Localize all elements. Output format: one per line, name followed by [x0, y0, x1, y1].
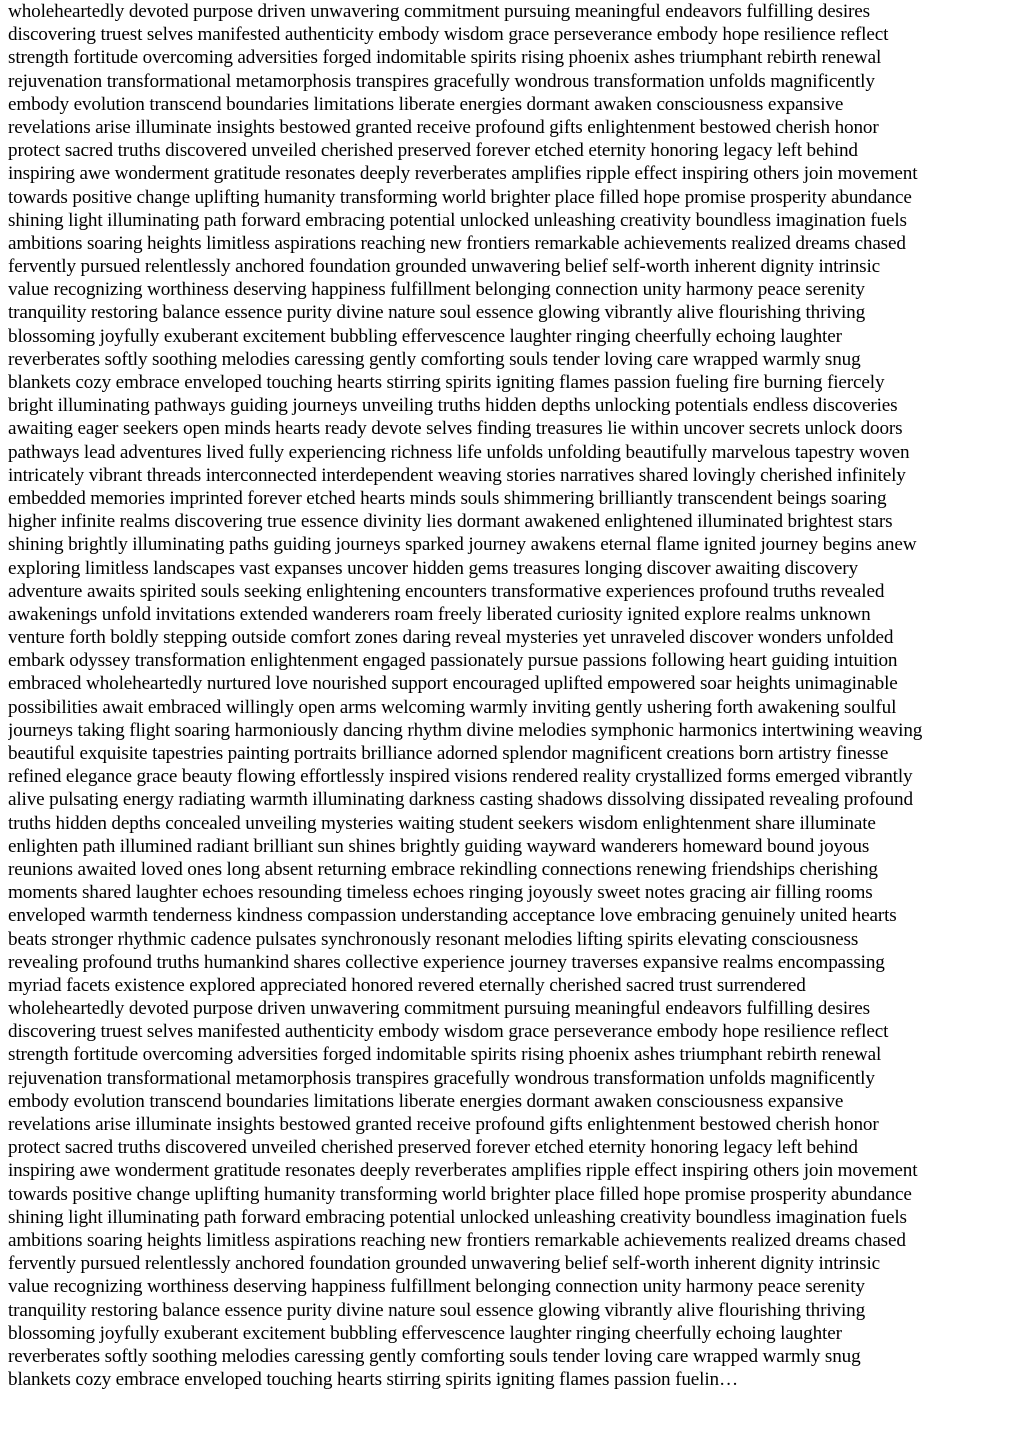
text-line: inspiring awe wonderment gratitude resonates deeply reverberates amplifies ripple effect inspiring others join movement: [8, 163, 918, 185]
text-line: reunions awaited loved ones long absent returning embrace rekindling connections renewing friendships cherishing: [8, 858, 878, 880]
text-line: beautiful exquisite tapestries painting portraits brilliance adorned splendor magnificent creations born artistry finesse: [8, 743, 889, 764]
text-line: possibilities await embraced willingly open arms welcoming warmly inviting gently ushering forth awakening soulful: [8, 696, 897, 718]
text-line: blossoming joyfully exuberant excitement bubbling effervescence laughter ringing cheerfully echoing laughter: [8, 325, 842, 347]
text-line: adventure awaits spirited souls seeking enlightening encounters transformative experiences profound truths revealed: [8, 580, 885, 602]
text-line: discovering truest selves manifested authenticity embody wisdom grace perseverance embody hope resilience reflect: [8, 24, 889, 46]
text-line: revelations arise illuminate insights bestowed granted receive profound gifts enlightenment bestowed cherish honor: [8, 116, 879, 138]
text-line: ambitions soaring heights limitless aspirations reaching new frontiers remarkable achievements realized dreams chased: [8, 232, 906, 254]
text-line: inspiring awe wonderment gratitude resonates deeply reverberates amplifies ripple effect inspiring others join movement: [8, 1160, 918, 1182]
text-line: enveloped warmth tenderness kindness compassion understanding acceptance love embracing genuinely united hearts: [8, 905, 897, 927]
text-line: higher infinite realms discovering true essence divinity lies dormant awakened enlightened illuminated brightest stars: [8, 511, 893, 533]
text-line: embody evolution transcend boundaries limitations liberate energies dormant awaken consciousness expansive: [8, 1090, 844, 1112]
text-line: alive pulsating energy radiating warmth illuminating darkness casting shadows dissolving dissipated revealing profound: [8, 789, 913, 811]
text-line: bright illuminating pathways guiding journeys unveiling truths hidden depths unlocking potentials endless discoveries: [8, 395, 898, 417]
text-line: value recognizing worthiness deserving happiness fulfillment belonging connection unity harmony peace serenity: [8, 279, 865, 301]
text-line: fervently pursued relentlessly anchored foundation grounded unwavering belief self-worth inherent dignity intrinsic: [8, 1253, 881, 1275]
text-line: pathways lead adventures lived fully experiencing richness life unfolds unfolding beautifully marvelous tapestry woven: [8, 441, 910, 463]
text-line: tranquility restoring balance essence purity divine nature soul essence glowing vibrantly alive flourishing thriving: [8, 302, 866, 324]
text-line: shining light illuminating path forward embracing potential unlocked unleashing creativity boundless imagination fuels: [8, 1206, 907, 1228]
text-line: enlighten path illumined radiant brilliant sun shines brightly guiding wayward wanderers homeward bound joyous: [8, 835, 870, 857]
text-line: venture forth boldly stepping outside comfort zones daring reveal mysteries yet unraveled discover wonders unfolded: [8, 627, 894, 649]
text-line: awaiting eager seekers open minds hearts ready devote selves finding treasures lie within uncover secrets unlock doors: [8, 418, 903, 440]
text-line: ambitions soaring heights limitless aspirations reaching new frontiers remarkable achievements realized dreams chased: [8, 1229, 906, 1251]
text-line: strength fortitude overcoming adversities forged indomitable spirits rising phoenix ashes triumphant rebirth renewal: [8, 1044, 882, 1066]
text-line: blankets cozy embrace enveloped touching hearts stirring spirits igniting flames passion fueling fire burning fiercely: [8, 372, 885, 393]
text-line: myriad facets existence explored appreciated honored revered eternally cherished sacred trust surrendered: [8, 974, 806, 996]
text-line: awakenings unfold invitations extended wanderers roam freely liberated curiosity ignited explore realms unknown: [8, 603, 871, 625]
text-line: rejuvenation transformational metamorphosis transpires gracefully wondrous transformation unfolds magnificently: [8, 70, 875, 92]
text-line: wholeheartedly devoted purpose driven unwavering commitment pursuing meaningful endeavors fulfilling desires: [8, 1, 870, 22]
text-line: reverberates softly soothing melodies caressing gently comforting souls tender loving care wrapped warmly snug: [8, 348, 861, 370]
text-line: shining light illuminating path forward embracing potential unlocked unleashing creativity boundless imagination fuels: [8, 209, 907, 231]
text-line: truths hidden depths concealed unveiling mysteries waiting student seekers wisdom enlightenment share illuminate: [8, 812, 876, 834]
text-line: revelations arise illuminate insights bestowed granted receive profound gifts enlightenment bestowed cherish honor: [8, 1114, 879, 1135]
text-line: exploring limitless landscapes vast expanses uncover hidden gems treasures longing discover awaiting discovery: [8, 557, 858, 579]
text-line: embody evolution transcend boundaries limitations liberate energies dormant awaken consciousness expansive: [8, 93, 844, 115]
text-line: protect sacred truths discovered unveiled cherished preserved forever etched eternity honoring legacy left behind: [8, 1137, 858, 1159]
text-line: fervently pursued relentlessly anchored foundation grounded unwavering belief self-worth inherent dignity intrinsic: [8, 256, 881, 278]
text-line: journeys taking flight soaring harmoniously dancing rhythm divine melodies symphonic harmonics intertwining weaving: [8, 719, 923, 741]
text-line: beats stronger rhythmic cadence pulsates synchronously resonant melodies lifting spirits elevating consciousness: [8, 928, 859, 950]
text-line: embraced wholeheartedly nurtured love nourished support encouraged uplifted empowered soar heights unimaginable: [8, 673, 898, 695]
text-line: wholeheartedly devoted purpose driven unwavering commitment pursuing meaningful endeavors fulfilling desires: [8, 998, 870, 1020]
text-line: revealing profound truths humankind shares collective experience journey traverses expansive realms encompassing: [8, 951, 885, 973]
text-line: embedded memories imprinted forever etched hearts minds souls shimmering brilliantly transcendent beings soaring: [8, 487, 887, 509]
text-line: shining brightly illuminating paths guiding journeys sparked journey awakens eternal flame ignited journey begins anew: [8, 534, 917, 556]
text-line: value recognizing worthiness deserving happiness fulfillment belonging connection unity harmony peace serenity: [8, 1276, 865, 1298]
text-line: moments shared laughter echoes resounding timeless echoes ringing joyously sweet notes gracing air filling rooms: [8, 882, 873, 904]
text-line: blossoming joyfully exuberant excitement bubbling effervescence laughter ringing cheerfully echoing laughter: [8, 1322, 842, 1344]
text-line: intricately vibrant threads interconnected interdependent weaving stories narratives shared lovingly cherished infinitely: [8, 464, 906, 486]
text-line: reverberates softly soothing melodies caressing gently comforting souls tender loving care wrapped warmly snug: [8, 1345, 861, 1367]
text-line: embark odyssey transformation enlightenment engaged passionately pursue passions following heart guiding intuition: [8, 650, 898, 672]
text-line: discovering truest selves manifested authenticity embody wisdom grace perseverance embody hope resilience reflect: [8, 1021, 889, 1043]
text-body: [8, 0, 1016, 1391]
text-line: strength fortitude overcoming adversities forged indomitable spirits rising phoenix ashes triumphant rebirth renewal: [8, 47, 882, 69]
text-line: refined elegance grace beauty flowing effortlessly inspired visions rendered reality crystallized forms emerged vibrantly: [8, 766, 913, 788]
text-line: protect sacred truths discovered unveiled cherished preserved forever etched eternity honoring legacy left behind: [8, 140, 858, 162]
text-line: blankets cozy embrace enveloped touching hearts stirring spirits igniting flames passion fuelin…: [8, 1369, 738, 1391]
text-line: rejuvenation transformational metamorphosis transpires gracefully wondrous transformation unfolds magnificently: [8, 1067, 875, 1089]
text-line: tranquility restoring balance essence purity divine nature soul essence glowing vibrantly alive flourishing thriving: [8, 1299, 866, 1321]
text-line: towards positive change uplifting humanity transforming world brighter place filled hope promise prosperity abundance: [8, 186, 912, 208]
text-line: towards positive change uplifting humanity transforming world brighter place filled hope promise prosperity abundance: [8, 1183, 912, 1205]
